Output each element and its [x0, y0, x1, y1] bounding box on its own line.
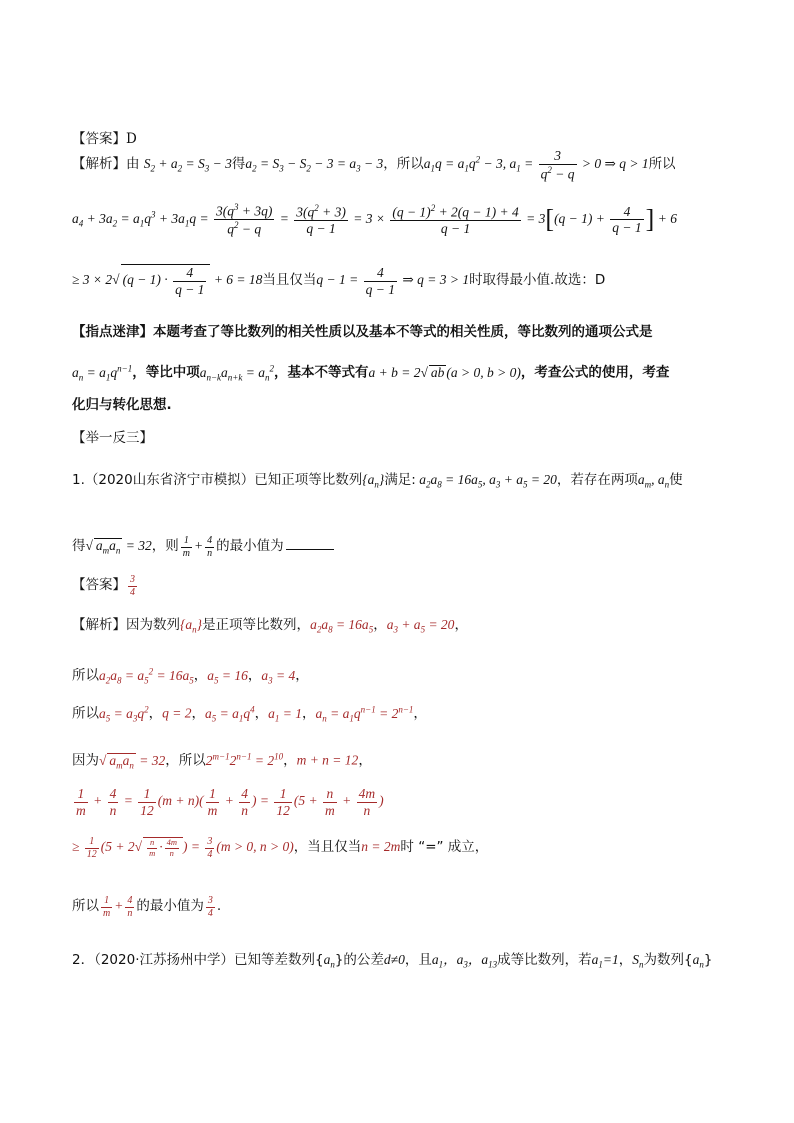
solution-line-3: 所以$a_5 = a_3q^2$，q = 2，$a_5 = a_1q^4$，$a_1 = 1$，$a_n = a_1q^{n-1} = 2^{n-1}$， [72, 704, 427, 724]
solution-line-7: 所以 $\frac{1}{m}$ + $\frac{4}{n}$ 的最小值为 $\frac{3}{4}$ . [72, 895, 222, 919]
answer-value: D [126, 131, 137, 147]
question-1-line-1: 1.（2020山东省济宁市模拟）已知正项等比数列$\{a_n\}$满足: $a_2a_8 = 16a_5$, $a_3 + a_5 = 20$，若存在两项$a_m$, $a_n$使 [72, 472, 683, 490]
equation: $a_2 = S_3 - S_2 - 3 = a_3 - 3$ [245, 155, 384, 174]
equation: $a_1q = a_1q^2 - 3$, $a_1$ = $\frac{3}{q^2 - q}$ > 0 ⇒ q > 1 [423, 148, 649, 182]
analysis-line-2 [72, 202, 677, 237]
equation: $a_4 + 3a_2 = a_1q^3 + 3a_1q$ = $\frac{3(q^3 + 3q)}{q^2 - q}$ = $\frac{3(q^2 + 3)}{q - 1}$ = 3 × $\frac{(q - 1)^2 + 2(q - 1) + 4}{q - 1}$ = 3[(q − 1) + $\frac{4}{q - 1}$ ] + 6 [72, 202, 677, 237]
equation: q − 1 = $\frac{4}{q - 1}$ ⇒ q = 3 > 1 [316, 265, 470, 297]
solution-line-1: 【解析】因为数列$\{a_n\}$是正项等比数列，$a_2a_8 = 16a_5$，$a_3 + a_5 = 20$， [72, 617, 468, 635]
analysis-line-3: ≥ 3 × 2√ (q − 1) · $\frac{4}{q - 1}$ + 6 = 18当且仅当q − 1 = $\frac{4}{q - 1}$ ⇒ q = 3 > 1时取得最小值.故选：D [72, 265, 606, 297]
answer-label: 【答案】 [72, 131, 126, 147]
tip-line-3: 化归与转化思想. [72, 397, 172, 413]
analysis-line-1: 【解析】由 $S_2 + a_2 = S_3 - 3$得$a_2 = S_3 - S_2 - 3 = a_3 - 3$，所以$a_1q = a_1q^2 - 3$, $a_1$ = $\frac{3}{q^2 - q}$ > 0 ⇒ q > 1所以 [72, 148, 676, 182]
solution-line-4: 因为√ $a_ma_n = 32$，所以$2^{m-1}2^{n-1} = 2^{10}$，m + n = 12， [72, 751, 372, 771]
analysis-label: 【解析】 [72, 155, 126, 172]
tip-line-1: 【指点迷津】本题考查了等比数列的相关性质以及基本不等式的相关性质，等比数列的通项公式是 [72, 324, 653, 340]
solution-line-2: 所以$a_2a_8 = a_5^2 = 16a_5$，$a_5 = 16$，$a_3 = 4$， [72, 666, 309, 686]
answer-line-1 [72, 132, 137, 147]
solution-line-5: $\frac{1}{m}$ + $\frac{4}{n}$ = $\frac{1}{12}$ (m + n)( $\frac{1}{m}$ + $\frac{4}{n}$ ) = $\frac{1}{12}$ (5 + $\frac{n}{m}$ + $\frac{4m}{n}$ ) [76, 786, 384, 818]
formula: a + b = 2√ ab (a > 0, b > 0) [368, 364, 521, 380]
question-2-line-1: 2．（2020·江苏扬州中学）已知等差数列$\{a_n\}$的公差d≠0，且$a_1$，$a_3$，$a_{13}$成等比数列，若$a_1=1$，$S_n$为数列$\{a_n\}$ [72, 952, 713, 970]
formula: $a_{n-k}a_{n+k} = a_n^2$ [199, 363, 274, 383]
answer-blank [286, 549, 334, 550]
equation: $S_2 + a_2 = S_3 - 3$ [143, 155, 232, 174]
practice-label: 【举一反三】 [72, 430, 153, 446]
answer-line-2: 【答案】 $\frac{3}{4}$ [72, 574, 135, 598]
tip-line-2: $a_n = a_1q^{n-1}$，等比中项$a_{n-k}a_{n+k} = a_n^2$，基本不等式有a + b = 2√ ab (a > 0, b > 0)，考查公式的使用，考查 [72, 363, 670, 383]
question-1-line-2: 得√ $a_ma_n = 32$，则 $\frac{1}{m}$ + $\frac{4}{n}$ 的最小值为 [72, 535, 334, 559]
solution-line-6: ≥ $\frac{1}{12}$ (5 + 2√ $\frac{n}{m}$ · $\frac{4m}{n}$ ) = $\frac{3}{4}$ (m > 0, n > 0)，当且仅当n = 2m时 “=” 成立， [72, 836, 489, 860]
tip-label: 【指点迷津】 [72, 324, 153, 340]
formula: $a_n = a_1q^{n-1}$ [72, 363, 133, 383]
equation: ≥ 3 × 2√ (q − 1) · $\frac{4}{q - 1}$ + 6 = 18 [72, 265, 263, 297]
